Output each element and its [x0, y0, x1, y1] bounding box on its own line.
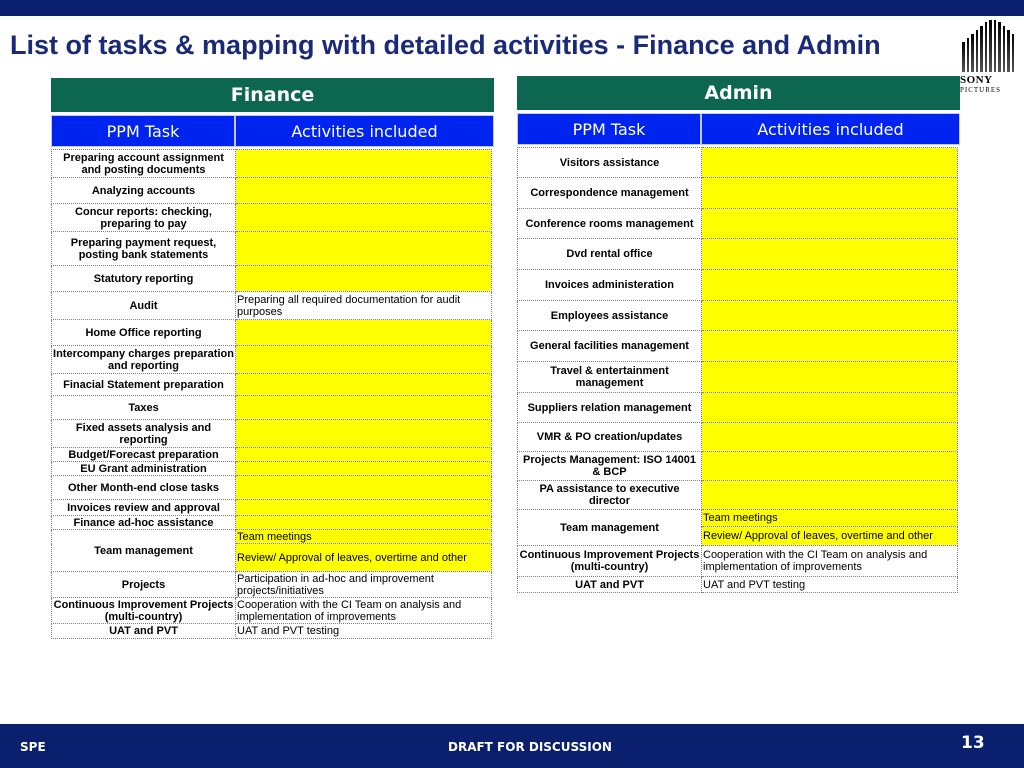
table-row — [518, 270, 958, 301]
footer-label: SPE — [20, 740, 46, 754]
table-row — [518, 577, 958, 593]
admin-task-table — [517, 147, 958, 593]
table-row — [52, 420, 492, 448]
table-row — [52, 150, 492, 178]
table-row — [52, 624, 492, 639]
activity-cell: Cooperation with the CI Team on analysis and implementation of improvements — [236, 598, 492, 624]
ppm-task-cell: PA assistance to executive director — [518, 481, 702, 510]
ppm-task-cell: Invoices review and approval — [52, 500, 236, 516]
logo-rays-icon — [962, 20, 1014, 72]
activity-cell — [702, 481, 958, 510]
ppm-task-cell: Continuous Improvement Projects (multi-country) — [52, 598, 236, 624]
table-row — [52, 292, 492, 320]
ppm-task-cell: General facilities management — [518, 331, 702, 362]
activity-cell — [702, 209, 958, 239]
activity-cell: Team meetings — [702, 510, 958, 527]
activity-cell — [702, 331, 958, 362]
table-row — [518, 331, 958, 362]
activity-cell — [702, 423, 958, 452]
activity-cell: Review/ Approval of leaves, overtime and other — [702, 527, 958, 546]
table-row — [52, 320, 492, 346]
top-banner — [0, 0, 1024, 16]
activity-cell — [702, 452, 958, 481]
activity-cell — [236, 448, 492, 462]
table-row — [52, 500, 492, 516]
ppm-task-cell: Budget/Forecast preparation — [52, 448, 236, 462]
ppm-task-cell: Home Office reporting — [52, 320, 236, 346]
ppm-task-cell: UAT and PVT — [518, 577, 702, 593]
activity-cell: Participation in ad-hoc and improvement projects/initiatives — [236, 572, 492, 598]
activity-cell: UAT and PVT testing — [702, 577, 958, 593]
finance-header: Finance — [51, 78, 494, 112]
activity-cell — [702, 393, 958, 423]
logo-text-sony: SONY — [960, 74, 993, 86]
ppm-task-cell: Projects Management: ISO 14001 & BCP — [518, 452, 702, 481]
finance-panel — [51, 78, 494, 639]
table-row — [518, 452, 958, 481]
activity-cell — [236, 320, 492, 346]
ppm-task-cell: Travel & entertainment management — [518, 362, 702, 393]
ppm-task-cell: Continuous Improvement Projects (multi-country) — [518, 546, 702, 577]
table-row — [518, 393, 958, 423]
activity-cell — [236, 476, 492, 500]
ppm-task-cell: Other Month-end close tasks — [52, 476, 236, 500]
table-row — [52, 448, 492, 462]
ppm-task-cell: Projects — [52, 572, 236, 598]
logo-text-pictures: PICTURES — [960, 86, 1002, 94]
ppm-task-cell: Visitors assistance — [518, 148, 702, 178]
activity-cell — [702, 362, 958, 393]
sony-pictures-logo — [958, 16, 1024, 100]
ppm-task-cell: Preparing payment request, posting bank statements — [52, 232, 236, 266]
activity-cell — [236, 346, 492, 374]
table-row — [518, 362, 958, 393]
table-row — [52, 266, 492, 292]
slide-title: List of tasks & mapping with detailed activities - Finance and Admin — [10, 30, 881, 60]
admin-col-ppm-task: PPM Task — [517, 113, 701, 145]
table-row — [518, 301, 958, 331]
table-row — [52, 204, 492, 232]
activity-cell — [236, 516, 492, 530]
activity-cell — [236, 266, 492, 292]
admin-column-headers — [517, 113, 960, 145]
ppm-task-cell: Audit — [52, 292, 236, 320]
table-row — [518, 178, 958, 209]
table-row — [518, 510, 958, 527]
activity-cell — [236, 232, 492, 266]
finance-task-table — [51, 149, 492, 639]
finance-col-activities: Activities included — [235, 115, 494, 147]
activity-cell — [702, 178, 958, 209]
activity-cell — [236, 500, 492, 516]
ppm-task-cell: Fixed assets analysis and reporting — [52, 420, 236, 448]
activity-cell — [236, 462, 492, 476]
table-row — [518, 481, 958, 510]
table-row — [518, 546, 958, 577]
activity-cell: UAT and PVT testing — [236, 624, 492, 639]
activity-cell — [702, 301, 958, 331]
activity-cell — [702, 239, 958, 270]
ppm-task-cell: UAT and PVT — [52, 624, 236, 639]
activity-cell — [702, 148, 958, 178]
ppm-task-cell: VMR & PO creation/updates — [518, 423, 702, 452]
table-row — [52, 530, 492, 544]
ppm-task-cell: Team management — [518, 510, 702, 546]
activity-cell: Cooperation with the CI Team on analysis and implementation of improvements — [702, 546, 958, 577]
table-row — [518, 423, 958, 452]
activity-cell: Review/ Approval of leaves, overtime and other — [236, 544, 492, 572]
activity-cell: Preparing all required documentation for audit purposes — [236, 292, 492, 320]
draft-notice: DRAFT FOR DISCUSSION — [448, 740, 612, 754]
admin-col-activities: Activities included — [701, 113, 960, 145]
ppm-task-cell: Suppliers relation management — [518, 393, 702, 423]
ppm-task-cell: Preparing account assignment and posting documents — [52, 150, 236, 178]
table-row — [52, 346, 492, 374]
activity-cell — [702, 270, 958, 301]
ppm-task-cell: Concur reports: checking, preparing to pay — [52, 204, 236, 232]
activity-cell — [236, 420, 492, 448]
activity-cell — [236, 374, 492, 396]
table-row — [518, 209, 958, 239]
ppm-task-cell: Finance ad-hoc assistance — [52, 516, 236, 530]
activity-cell — [236, 150, 492, 178]
table-row — [518, 148, 958, 178]
ppm-task-cell: Invoices administeration — [518, 270, 702, 301]
table-row — [52, 516, 492, 530]
finance-col-ppm-task: PPM Task — [51, 115, 235, 147]
ppm-task-cell: Conference rooms management — [518, 209, 702, 239]
admin-header: Admin — [517, 76, 960, 110]
ppm-task-cell: Team management — [52, 530, 236, 572]
table-row — [52, 462, 492, 476]
page-number: 13 — [961, 733, 985, 753]
ppm-task-cell: Dvd rental office — [518, 239, 702, 270]
ppm-task-cell: Employees assistance — [518, 301, 702, 331]
ppm-task-cell: Correspondence management — [518, 178, 702, 209]
ppm-task-cell: Intercompany charges preparation and reporting — [53, 347, 234, 372]
table-row — [518, 239, 958, 270]
ppm-task-cell: Analyzing accounts — [52, 178, 236, 204]
table-row — [52, 232, 492, 266]
admin-panel — [517, 76, 960, 593]
footer-bar — [0, 724, 1024, 768]
table-row — [52, 396, 492, 420]
activity-cell: Team meetings — [236, 530, 492, 544]
table-row — [52, 476, 492, 500]
finance-column-headers — [51, 115, 494, 147]
table-row — [52, 598, 492, 624]
ppm-task-cell: Finacial Statement preparation — [52, 374, 236, 396]
ppm-task-cell: EU Grant administration — [52, 462, 236, 476]
table-row — [52, 374, 492, 396]
table-row — [52, 572, 492, 598]
ppm-task-cell: Statutory reporting — [52, 266, 236, 292]
ppm-task-cell: Taxes — [52, 396, 236, 420]
activity-cell — [236, 178, 492, 204]
activity-cell — [236, 204, 492, 232]
table-row — [52, 178, 492, 204]
activity-cell — [236, 396, 492, 420]
